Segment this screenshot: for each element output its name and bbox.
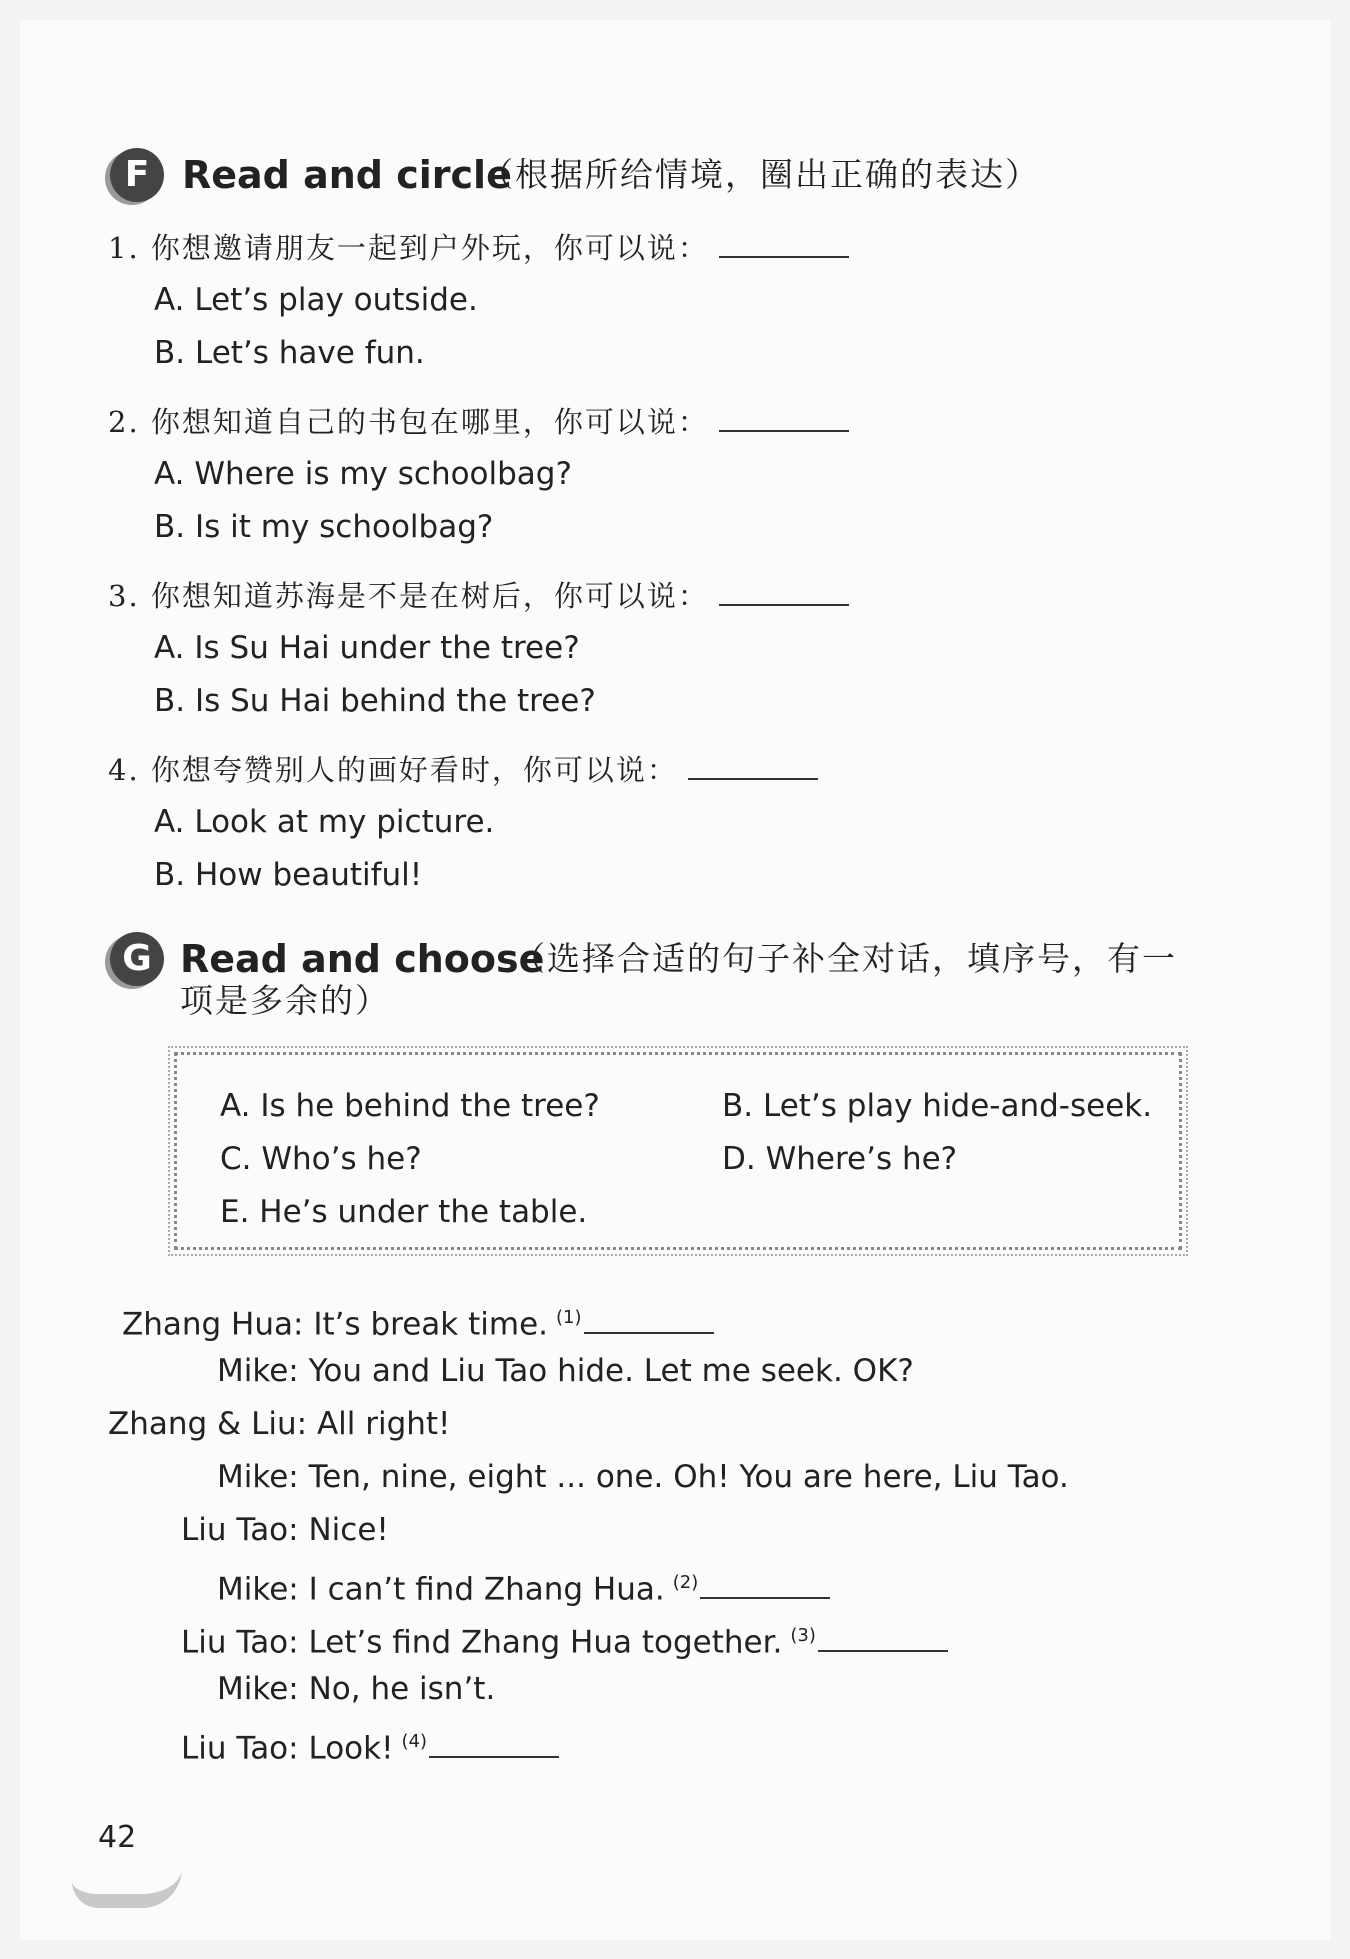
dialogue-speaker: Mike:: [217, 1353, 299, 1389]
dialogue-text: Look!: [308, 1730, 394, 1767]
dialogue-line-5: [181, 1510, 389, 1550]
dialogue-line-8: [217, 1669, 495, 1709]
dialogue-speaker: Liu Tao:: [181, 1624, 299, 1661]
question-4-option-b[interactable]: B. How beautiful!: [154, 857, 423, 893]
dialogue-text: Ten, nine, eight ... one. Oh! You are here, Liu Tao.: [308, 1459, 1069, 1495]
section-f-instruction: （根据所给情境，圈出正确的表达）: [480, 155, 1040, 194]
question-3-option-b[interactable]: B. Is Su Hai behind the tree?: [154, 683, 596, 719]
question-2-option-b[interactable]: B. Is it my schoolbag?: [154, 509, 494, 545]
question-4-option-a[interactable]: A. Look at my picture.: [154, 804, 495, 840]
answer-blank-1[interactable]: [719, 226, 849, 258]
dialogue-line-6: [217, 1563, 830, 1609]
question-1-option-a[interactable]: A. Let’s play outside.: [154, 282, 478, 318]
page-number: 42: [98, 1820, 137, 1855]
question-3-option-a[interactable]: A. Is Su Hai under the tree?: [154, 630, 580, 666]
question-1-option-b[interactable]: B. Let’s have fun.: [154, 335, 425, 371]
option-e: E. He’s under the table.: [220, 1194, 588, 1230]
option-b: B. Let’s play hide-and-seek.: [722, 1088, 1153, 1124]
section-g-badge: G: [110, 932, 164, 986]
question-1: [108, 226, 849, 268]
section-g-title: Read and choose: [180, 937, 545, 981]
dialogue-speaker: Liu Tao:: [181, 1512, 299, 1548]
dialogue-line-7: [181, 1616, 948, 1662]
dialogue-line-1: [122, 1298, 714, 1344]
dialogue-speaker: Mike:: [217, 1571, 299, 1608]
dialogue-speaker: Mike:: [217, 1459, 299, 1495]
answer-blank-4[interactable]: [688, 748, 818, 780]
dialogue-text: I can’t find Zhang Hua.: [308, 1571, 665, 1608]
dialogue-speaker: Liu Tao:: [181, 1730, 299, 1767]
dialogue-blank-4[interactable]: [429, 1726, 559, 1758]
answer-blank-3[interactable]: [719, 574, 849, 606]
blank-number-3: (3): [790, 1625, 816, 1646]
question-2: [108, 400, 849, 442]
blank-number-1: (1): [556, 1307, 582, 1328]
dialogue-line-4: [217, 1457, 1069, 1497]
dialogue-blank-3[interactable]: [818, 1620, 948, 1652]
dialogue-line-9: [181, 1722, 559, 1768]
section-f-badge: F: [110, 148, 164, 202]
question-2-option-a[interactable]: A. Where is my schoolbag?: [154, 456, 572, 492]
answer-blank-2[interactable]: [719, 400, 849, 432]
dialogue-speaker: Mike:: [217, 1671, 299, 1707]
blank-number-4: (4): [401, 1731, 428, 1752]
option-c: C. Who’s he?: [220, 1141, 422, 1177]
question-3-prompt: 3. 你想知道苏海是不是在树后，你可以说：: [108, 579, 709, 613]
section-g-instruction-line-1: （选择合适的句子补全对话，填序号，有一: [512, 939, 1177, 978]
dialogue-text: Nice!: [308, 1512, 389, 1548]
dialogue-text: You and Liu Tao hide. Let me seek. OK?: [308, 1353, 914, 1389]
dialogue-text: Let’s find Zhang Hua together.: [308, 1624, 783, 1661]
question-4: [108, 748, 818, 790]
dialogue-blank-2[interactable]: [700, 1567, 830, 1599]
dialogue-blank-1[interactable]: [584, 1302, 714, 1334]
dialogue-speaker: Zhang & Liu:: [108, 1406, 308, 1442]
section-g-instruction-line-2: 项是多余的）: [180, 981, 390, 1020]
dialogue-text: It’s break time.: [313, 1306, 548, 1343]
option-d: D. Where’s he?: [722, 1141, 958, 1177]
dialogue-line-3: [108, 1404, 451, 1444]
question-2-prompt: 2. 你想知道自己的书包在哪里，你可以说：: [108, 405, 709, 439]
dialogue-speaker: Zhang Hua:: [122, 1306, 304, 1343]
dialogue-line-2: [217, 1351, 914, 1391]
question-1-prompt: 1. 你想邀请朋友一起到户外玩，你可以说：: [108, 231, 709, 265]
dialogue-text: No, he isn’t.: [308, 1671, 496, 1707]
section-f-title: Read and circle: [182, 153, 512, 197]
blank-number-2: (2): [672, 1572, 699, 1593]
option-a: A. Is he behind the tree?: [220, 1088, 600, 1124]
dialogue-text: All right!: [316, 1406, 451, 1442]
question-3: [108, 574, 849, 616]
question-4-prompt: 4. 你想夸赞别人的画好看时，你可以说：: [108, 753, 678, 787]
